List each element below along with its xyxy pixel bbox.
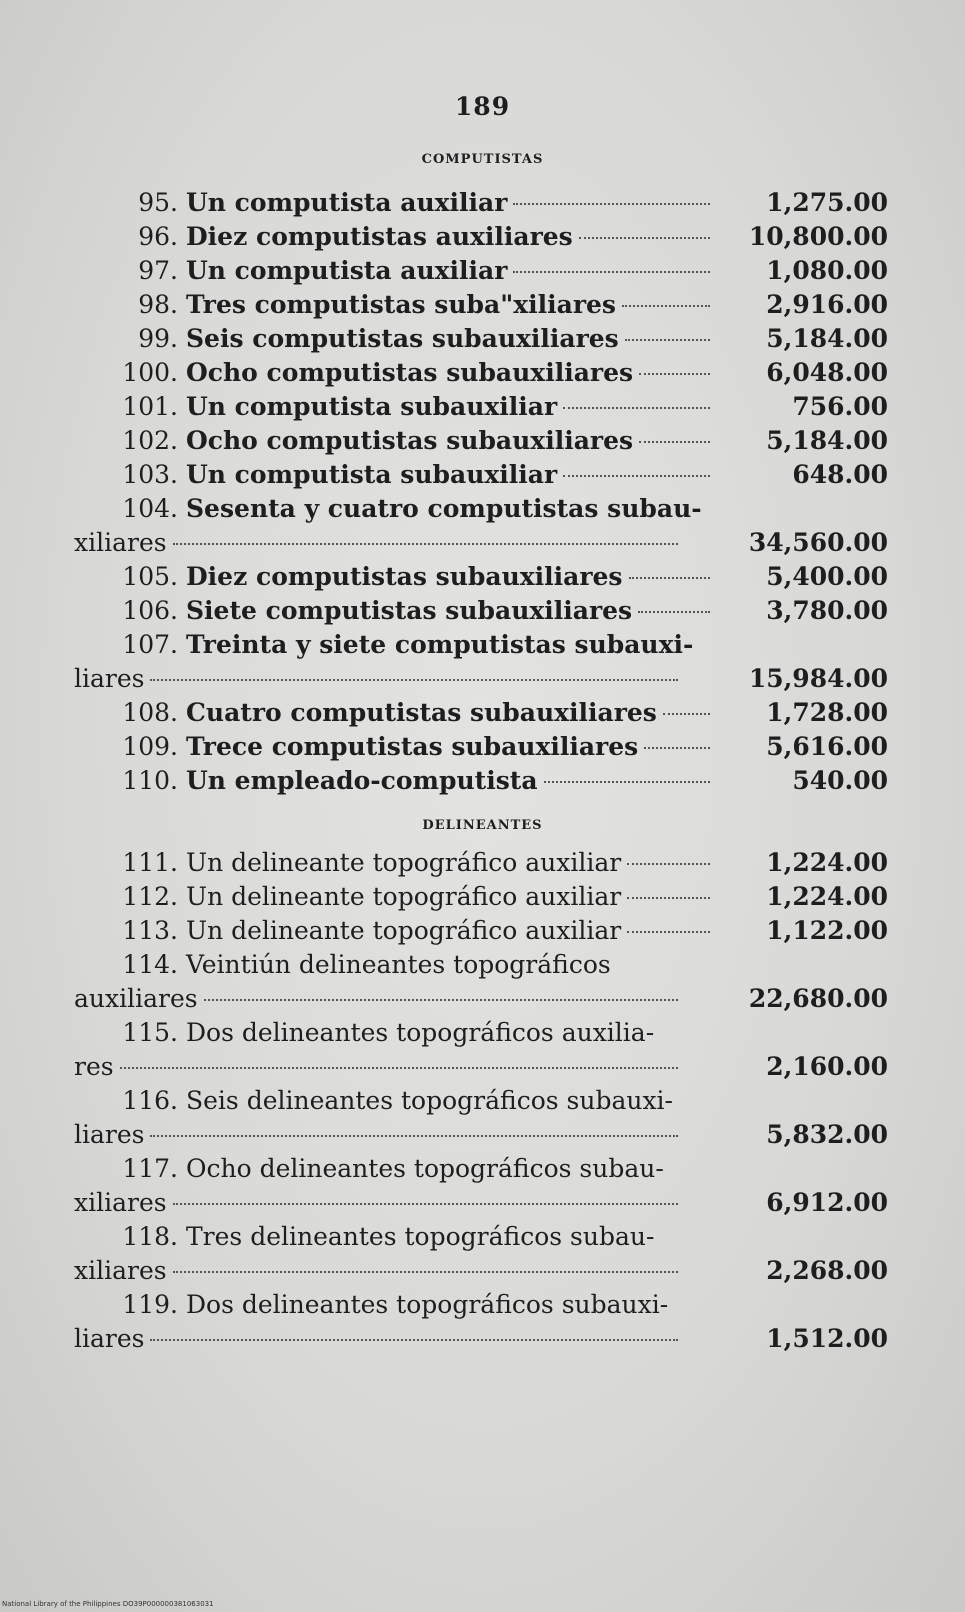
item-description: Seis computistas subauxiliares (186, 324, 619, 353)
section-title-delineantes: DELINEANTES (422, 818, 543, 833)
item-number: 97. (138, 256, 178, 285)
item-description: Ocho computistas subauxiliares (186, 426, 634, 455)
dot-leader (627, 863, 710, 865)
item-number: 102. (122, 426, 178, 455)
item-number: 107. (122, 630, 178, 659)
dot-leader (639, 441, 710, 443)
list-item (74, 846, 894, 880)
list-item (74, 1084, 894, 1152)
dot-leader (622, 305, 710, 307)
item-description: Un delineante topográfico auxiliar (186, 916, 622, 945)
item-description: Seis delineantes topográficos subauxi- (186, 1086, 673, 1115)
item-amount: 1,122.00 (766, 916, 888, 945)
item-description: Tres computistas suba"xiliares (186, 290, 616, 319)
item-description-continuation: liares (74, 1120, 145, 1149)
dot-leader (120, 1067, 678, 1069)
list-item (74, 1016, 894, 1084)
item-amount: 10,800.00 (748, 222, 888, 251)
item-amount: 6,912.00 (766, 1188, 888, 1217)
item-amount: 1,512.00 (766, 1324, 888, 1353)
item-description: Ocho computistas subauxiliares (186, 358, 634, 387)
list-item (74, 390, 894, 424)
dot-leader (563, 407, 710, 409)
dot-leader (627, 931, 710, 933)
dot-leader (638, 611, 710, 613)
list-item (74, 696, 894, 730)
item-amount: 540.00 (792, 766, 888, 795)
item-number: 116. (122, 1086, 178, 1115)
list-item (74, 880, 894, 914)
dot-leader (513, 203, 710, 205)
item-description: Un computista auxiliar (186, 256, 508, 285)
list-item (74, 458, 894, 492)
item-amount: 1,080.00 (766, 256, 888, 285)
item-description: Dos delineantes topográficos auxilia- (186, 1018, 655, 1047)
item-description: Veintiún delineantes topográficos (186, 950, 611, 979)
item-amount: 34,560.00 (748, 528, 888, 557)
item-number: 117. (122, 1154, 178, 1183)
list-item (74, 764, 894, 798)
item-description-continuation: xiliares (74, 1188, 167, 1217)
item-description: Sesenta y cuatro computistas subau- (186, 494, 702, 523)
item-number: 110. (122, 766, 178, 795)
item-description: Un computista auxiliar (186, 188, 508, 217)
item-description-continuation: xiliares (74, 528, 167, 557)
item-amount: 1,224.00 (766, 882, 888, 911)
list-item (74, 356, 894, 390)
item-description-continuation: res (74, 1052, 114, 1081)
item-number: 100. (122, 358, 178, 387)
list-item (74, 1220, 894, 1288)
item-description: Un empleado-computista (186, 766, 538, 795)
list-item (74, 322, 894, 356)
list-item (74, 288, 894, 322)
item-description: Siete computistas subauxiliares (186, 596, 633, 625)
item-description: Ocho delineantes topográficos subau- (186, 1154, 664, 1183)
dot-leader (629, 577, 711, 579)
item-number: 95. (138, 188, 178, 217)
item-amount: 2,916.00 (766, 290, 888, 319)
item-amount: 2,160.00 (766, 1052, 888, 1081)
dot-leader (173, 543, 678, 545)
dot-leader (150, 1135, 678, 1137)
list-item (74, 948, 894, 1016)
item-amount: 1,224.00 (766, 848, 888, 877)
dot-leader (150, 679, 678, 681)
list-item (74, 186, 894, 220)
item-amount: 5,184.00 (766, 324, 888, 353)
section-title-computistas: COMPUTISTAS (421, 152, 544, 167)
item-number: 99. (138, 324, 178, 353)
item-amount: 648.00 (792, 460, 888, 489)
item-description: Un delineante topográfico auxiliar (186, 882, 622, 911)
item-description: Cuatro computistas subauxiliares (186, 698, 657, 727)
list-item (74, 424, 894, 458)
list-item (74, 220, 894, 254)
dot-leader (544, 781, 710, 783)
item-description: Diez computistas subauxiliares (186, 562, 623, 591)
item-amount: 22,680.00 (748, 984, 888, 1013)
dot-leader (579, 237, 710, 239)
dot-leader (204, 999, 678, 1001)
item-description: Dos delineantes topográficos subauxi- (186, 1290, 669, 1319)
item-amount: 15,984.00 (748, 664, 888, 693)
item-number: 119. (122, 1290, 178, 1319)
list-item (74, 914, 894, 948)
item-amount: 5,832.00 (766, 1120, 888, 1149)
item-number: 114. (122, 950, 178, 979)
item-description: Un computista subauxiliar (186, 460, 558, 489)
delineantes-list (74, 846, 894, 1356)
item-description-continuation: liares (74, 664, 145, 693)
list-item (74, 254, 894, 288)
item-number: 113. (122, 916, 178, 945)
item-number: 103. (122, 460, 178, 489)
dot-leader (627, 897, 710, 899)
dot-leader (150, 1339, 678, 1341)
item-amount: 2,268.00 (766, 1256, 888, 1285)
item-description-continuation: xiliares (74, 1256, 167, 1285)
item-number: 104. (122, 494, 178, 523)
list-item (74, 1152, 894, 1220)
dot-leader (173, 1271, 678, 1273)
item-number: 118. (122, 1222, 178, 1251)
footer-note: National Library of the Philippines DO39P000000381063031 (2, 1600, 214, 1608)
item-description: Trece computistas subauxiliares (186, 732, 639, 761)
item-description: Tres delineantes topográficos subau- (186, 1222, 655, 1251)
dot-leader (663, 713, 710, 715)
item-description: Diez computistas auxiliares (186, 222, 573, 251)
item-description: Un computista subauxiliar (186, 392, 558, 421)
item-amount: 1,728.00 (766, 698, 888, 727)
list-item (74, 492, 894, 560)
item-number: 101. (122, 392, 178, 421)
dot-leader (563, 475, 710, 477)
list-item (74, 1288, 894, 1356)
computistas-list (74, 186, 894, 798)
list-item (74, 628, 894, 696)
item-number: 115. (122, 1018, 178, 1047)
dot-leader (173, 1203, 678, 1205)
item-number: 111. (122, 848, 178, 877)
dot-leader (625, 339, 710, 341)
item-amount: 5,616.00 (766, 732, 888, 761)
item-amount: 756.00 (792, 392, 888, 421)
item-description: Treinta y siete computistas subauxi- (186, 630, 694, 659)
item-amount: 3,780.00 (766, 596, 888, 625)
item-number: 98. (138, 290, 178, 319)
dot-leader (639, 373, 710, 375)
list-item (74, 594, 894, 628)
item-description-continuation: liares (74, 1324, 145, 1353)
item-number: 96. (138, 222, 178, 251)
list-item (74, 560, 894, 594)
item-number: 109. (122, 732, 178, 761)
dot-leader (644, 747, 710, 749)
item-amount: 1,275.00 (766, 188, 888, 217)
item-amount: 5,400.00 (766, 562, 888, 591)
item-number: 112. (122, 882, 178, 911)
item-description: Un delineante topográfico auxiliar (186, 848, 622, 877)
item-amount: 6,048.00 (766, 358, 888, 387)
page-number: 189 (454, 92, 511, 121)
list-item (74, 730, 894, 764)
item-number: 106. (122, 596, 178, 625)
item-description-continuation: auxiliares (74, 984, 198, 1013)
item-amount: 5,184.00 (766, 426, 888, 455)
item-number: 105. (122, 562, 178, 591)
item-number: 108. (122, 698, 178, 727)
dot-leader (513, 271, 710, 273)
